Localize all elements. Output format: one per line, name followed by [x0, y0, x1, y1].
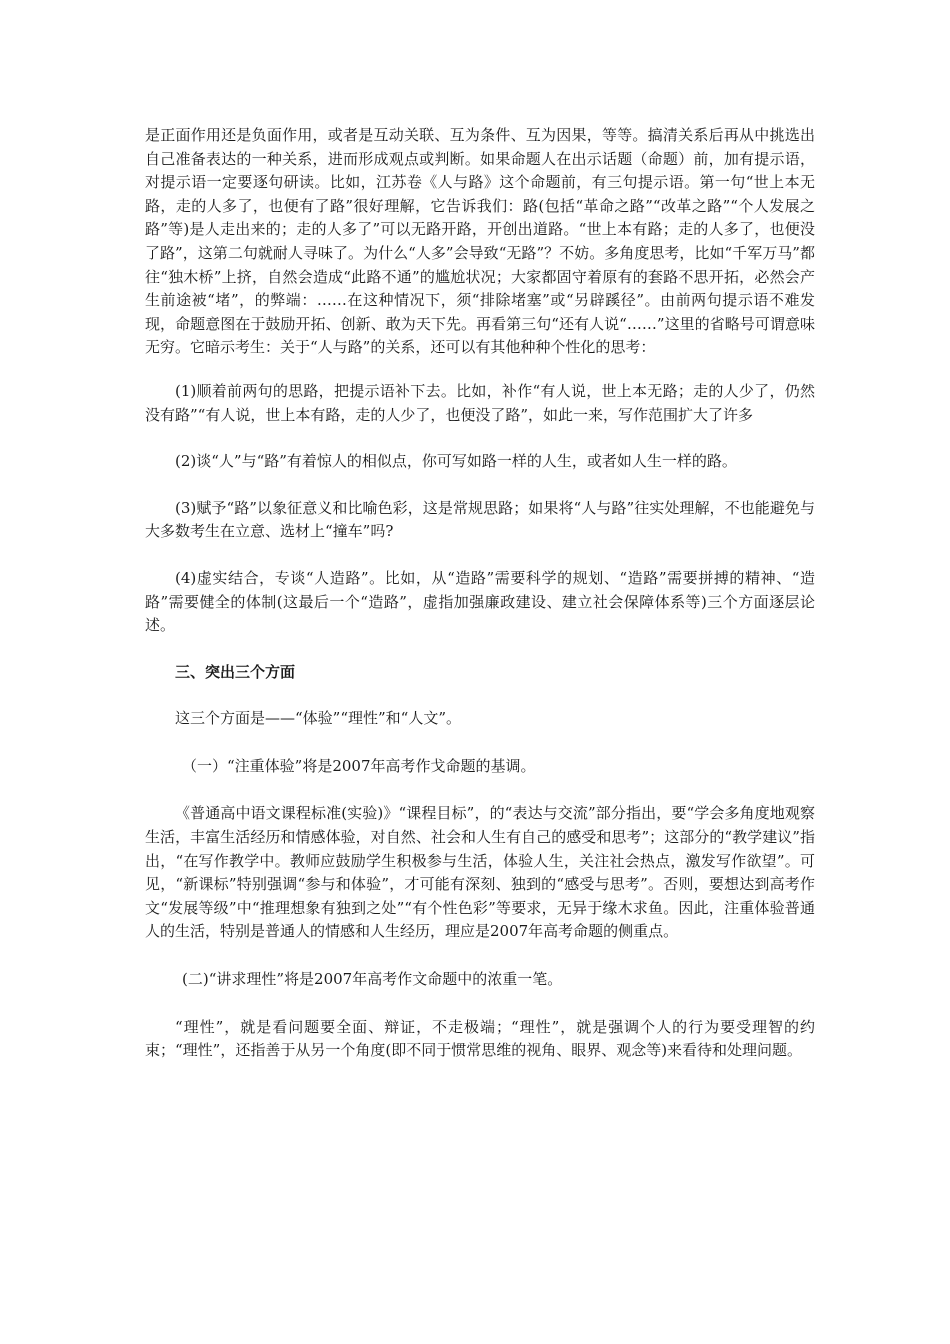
document-body — [145, 124, 815, 1087]
summary-paragraph: 这三个方面是——“体验”“理性”和“人文”。 — [175, 709, 462, 728]
body-paragraph-2: “理性”，就是看问题要全面、辩证，不走极端；“理性”，就是强调个人的行为要受理智的约束；“理性”，还指善于从另一个角度(即不同于惯常思维的视角、眼界、观念等)来看待和处理问题。 — [145, 1017, 815, 1060]
intro-paragraph: 是正面作用还是负面作用，或者是互动关联、互为条件、互为因果，等等。搞清关系后再从中挑选出自己准备表达的一种关系，进而形成观点或判断。如果命题人在出示话题（命题）前，加有提示语，对提示语一定要逐句研读。比如，江苏卷《人与路》这个命题前，有三句提示语。第一句“世上本无路，走的人多了，也便有了路”很好理解，它告诉我们：路(包括“革命之路”“改革之路”“个人发展之路”等)是人走出来的；走的人多了”可以无路开路，开创出道路。“世上本有路；走的人多了，也便没了路”，这第二句就耐人寻味了。为什么“人多”会导致“无路”？不妨。多角度思考，比如“千军万马”都往“独木桥”上挤，自然会造成“此路不通”的尴尬状况；大家都固守着原有的套路不思开拓，必然会产生前途被“堵”，的弊端：……在这种情况下，须“排除堵塞”或“另辟蹊径”。由前两句提示语不难发现，命题意图在于鼓励开拓、创新、敢为天下先。再看第三句“还有人说“……”这里的省略号可谓意味无穷。它暗示考生：关于“人与路”的关系，还可以有其他种种个性化的思考： — [145, 126, 815, 357]
section-heading: 三、突出三个方面 — [175, 662, 296, 681]
list-item-2: (2)谈“人”与“路”有着惊人的相似点，你可写如路一样的人生，或者如人生一样的路。 — [175, 452, 737, 471]
subheading-2: (二)“讲求理性”将是2007年高考作文命题中的浓重一笔。 — [182, 970, 563, 989]
list-item-4: (4)虚实结合，专谈“人造路”。比如，从“造路”需要科学的规划、“造路”需要拼搏的精神、“造路”需要健全的体制(这最后一个“造路”，虚指加强廉政建设、建立社会保障体系等)三个方面逐层论述。 — [145, 568, 815, 635]
list-item-1: (1)顺着前两句的思路，把提示语补下去。比如，补作“有人说，世上本无路；走的人少了，仍然没有路”“有人说，世上本有路，走的人少了，也便没了路”，如此一来，写作范围扩大了许多 — [145, 381, 815, 424]
list-item-3: (3)赋予“路”以象征意义和比喻色彩，这是常规思路；如果将“人与路”往实处理解，不也能避免与大多数考生在立意、选材上“撞车”吗? — [145, 498, 815, 541]
subheading-1: （一）“注重体验”将是2007年高考作戈命题的基调。 — [182, 756, 536, 775]
body-paragraph-1: 《普通高中语文课程标准(实验)》“课程目标”，的“表达与交流”部分指出，要“学会多角度地观察生活，丰富生活经历和情感体验，对自然、社会和人生有自己的感受和思考”；这部分的“教学建议”指出，“在写作教学中。教师应鼓励学生积极参与生活，体验人生，关注社会热点，激发写作欲望”。可见，“新课标”特别强调“参与和体验”，才可能有深刻、独到的“感受与思考”。否则，要想达到高考作文“发展等级”中“推理想象有独到之处”“有个性色彩”等要求，无异于缘木求鱼。因此，注重体验普通人的生活，特别是普通人的情感和人生经历，理应是2007年高考命题的侧重点。 — [145, 804, 815, 941]
